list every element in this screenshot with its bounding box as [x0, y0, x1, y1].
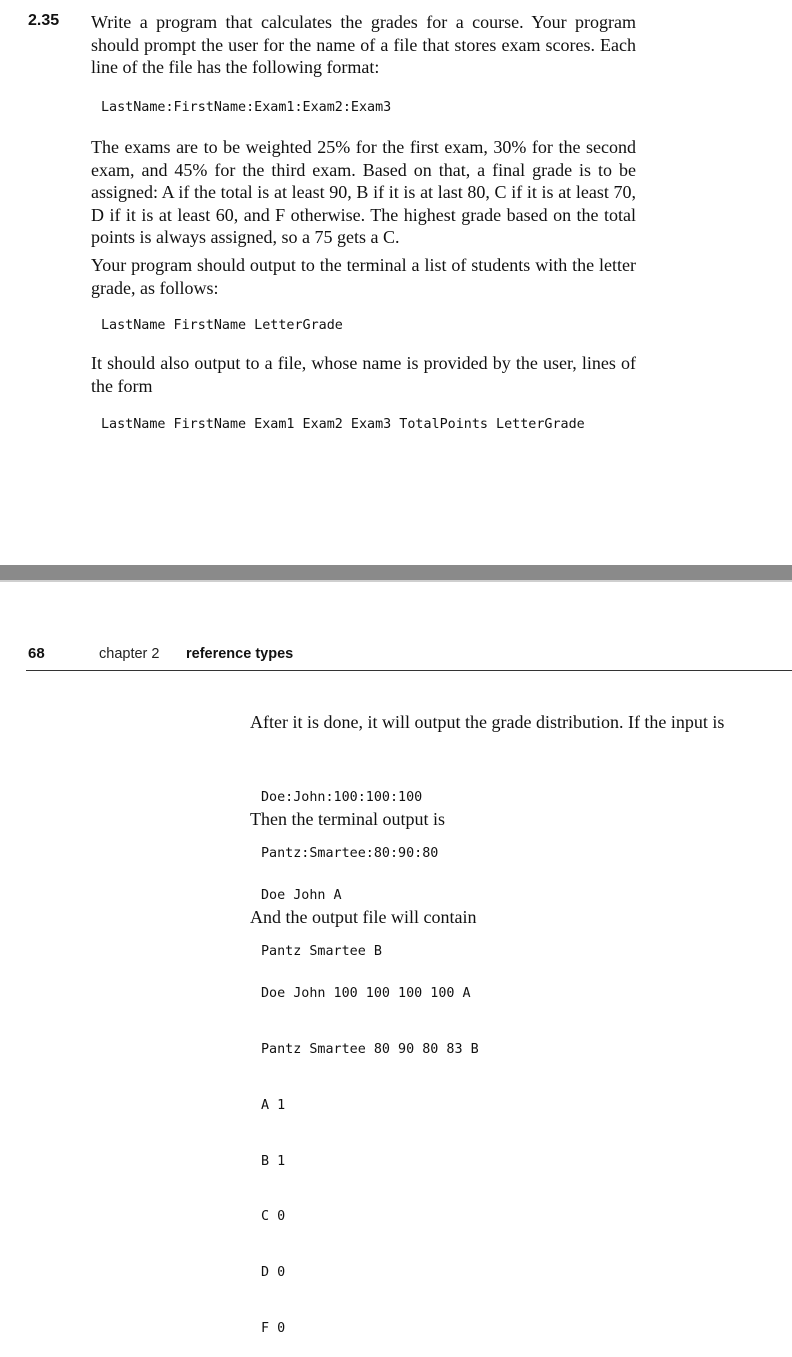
- code-line: F 0: [261, 1320, 286, 1336]
- code-line: C 0: [261, 1209, 286, 1225]
- page-break-shadow: [0, 580, 792, 582]
- code-line: B 1: [261, 1153, 286, 1169]
- terminal-format-code: LastName FirstName LetterGrade: [101, 318, 343, 333]
- code-line: Doe John 100 100 100 100 A: [261, 986, 471, 1002]
- code-line: Pantz Smartee B: [261, 943, 382, 959]
- exercise-number: 2.35: [28, 12, 60, 29]
- code-line: Pantz Smartee 80 90 80 83 B: [261, 1041, 479, 1057]
- running-head-chapter: chapter 2: [99, 646, 160, 662]
- running-head-title: reference types: [186, 646, 294, 662]
- file-intro-paragraph: And the output file will contain: [250, 907, 477, 927]
- weighting-paragraph: The exams are to be weighted 25% for the first exam, 30% for the second exam, and 45% for the third exam. Based on that, a final grade is to be assigned: A if the total is at least 90, B if it is at last 80, C if it is at least 70, D if it is at least 60, and F otherwise. The highest grade based on the total points is always assigned, so a 75 gets a C.: [91, 137, 636, 247]
- code-line: Doe John A: [261, 888, 342, 904]
- terminal-intro-paragraph: Then the terminal output is: [250, 809, 445, 829]
- page-break-bar: [0, 565, 792, 581]
- exercise-intro-paragraph: Write a program that calculates the grades for a course. Your program should prompt the user for the name of a file that stores exam scores. Each line of the file has the following format:: [91, 12, 636, 77]
- terminal-output-paragraph: Your program should output to the terminal a list of students with the letter grade, as follows:: [91, 255, 636, 298]
- code-line: Pantz:Smartee:80:90:80: [261, 845, 439, 861]
- file-format-code: LastName:FirstName:Exam1:Exam2:Exam3: [101, 100, 392, 115]
- distribution-paragraph: After it is done, it will output the grade distribution. If the input is: [250, 712, 725, 732]
- page-number: 68: [28, 645, 45, 662]
- header-rule: [26, 670, 792, 671]
- file-output-paragraph: It should also output to a file, whose name is provided by the user, lines of the form: [91, 353, 636, 396]
- code-line: D 0: [261, 1265, 286, 1281]
- output-file-format-code: LastName FirstName Exam1 Exam2 Exam3 TotalPoints LetterGrade: [101, 417, 585, 432]
- code-line: A 1: [261, 1097, 286, 1113]
- output-file-example-code: [261, 948, 479, 1357]
- code-line: Doe:John:100:100:100: [261, 790, 423, 806]
